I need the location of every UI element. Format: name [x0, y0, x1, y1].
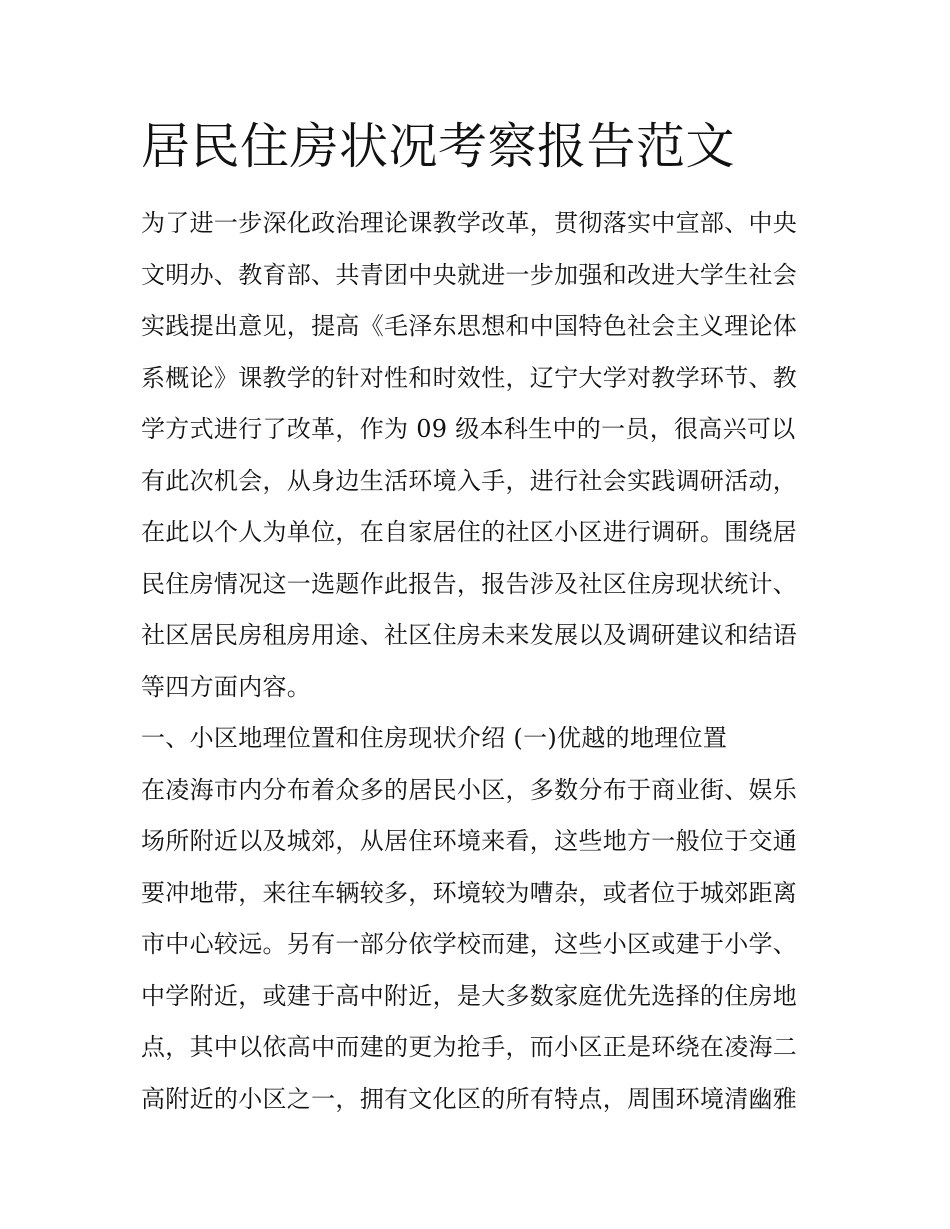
- document-title: 居民住房状况考察报告范文: [141, 118, 736, 175]
- text-line: 实践提出意见，提高《毛泽东思想和中国特色社会主义理论体: [141, 312, 798, 340]
- text-line: 在凌海市内分布着众多的居民小区，多数分布于商业街、娱乐: [141, 775, 798, 804]
- text-line: 系概论》课教学的针对性和时效性，辽宁大学对教学环节、教: [141, 363, 798, 392]
- text-line: 有此次机会，从身边生活环境入手，进行社会实践调研活动，: [141, 466, 798, 495]
- text-line: 等四方面内容。: [141, 672, 312, 701]
- text-line: 中学附近，或建于高中附近，是大多数家庭优先选择的住房地: [141, 981, 798, 1010]
- text-line: 场所附近以及城郊，从居住环境来看，这些地方一般位于交通: [141, 827, 798, 855]
- text-line: 要冲地带，来往车辆较多，环境较为嘈杂，或者位于城郊距离: [141, 878, 798, 907]
- text-line: 社区居民房租房用途、社区住房未来发展以及调研建议和结语: [141, 621, 798, 649]
- text-line: 市中心较远。另有一部分依学校而建，这些小区或建于小学、: [141, 930, 798, 958]
- paragraph-intro: [141, 198, 813, 713]
- text-line: 文明办、教育部、共青团中央就进一步加强和改进大学生社会: [141, 260, 798, 289]
- text-line: 一、小区地理位置和住房现状介绍 (一)优越的地理位置: [141, 724, 728, 752]
- text-line: 点，其中以依高中而建的更为抢手，而小区正是环绕在凌海二: [141, 1033, 798, 1061]
- text-line: 高附近的小区之一，拥有文化区的所有特点，周围环境清幽雅: [141, 1084, 798, 1113]
- paragraph-location: [141, 765, 813, 1126]
- section-heading: [141, 713, 813, 765]
- text-line: 为了进一步深化政治理论课教学改革，贯彻落实中宣部、中央: [141, 209, 798, 237]
- document-body: [141, 112, 813, 1125]
- text-line: 民住房情况这一选题作此报告，报告涉及社区住房现状统计、: [141, 569, 798, 598]
- text-line: 在此以个人为单位，在自家居住的社区小区进行调研。围绕居: [141, 518, 798, 546]
- text-line: 学方式进行了改革，作为 09 级本科生中的一员，很高兴可以: [141, 415, 796, 443]
